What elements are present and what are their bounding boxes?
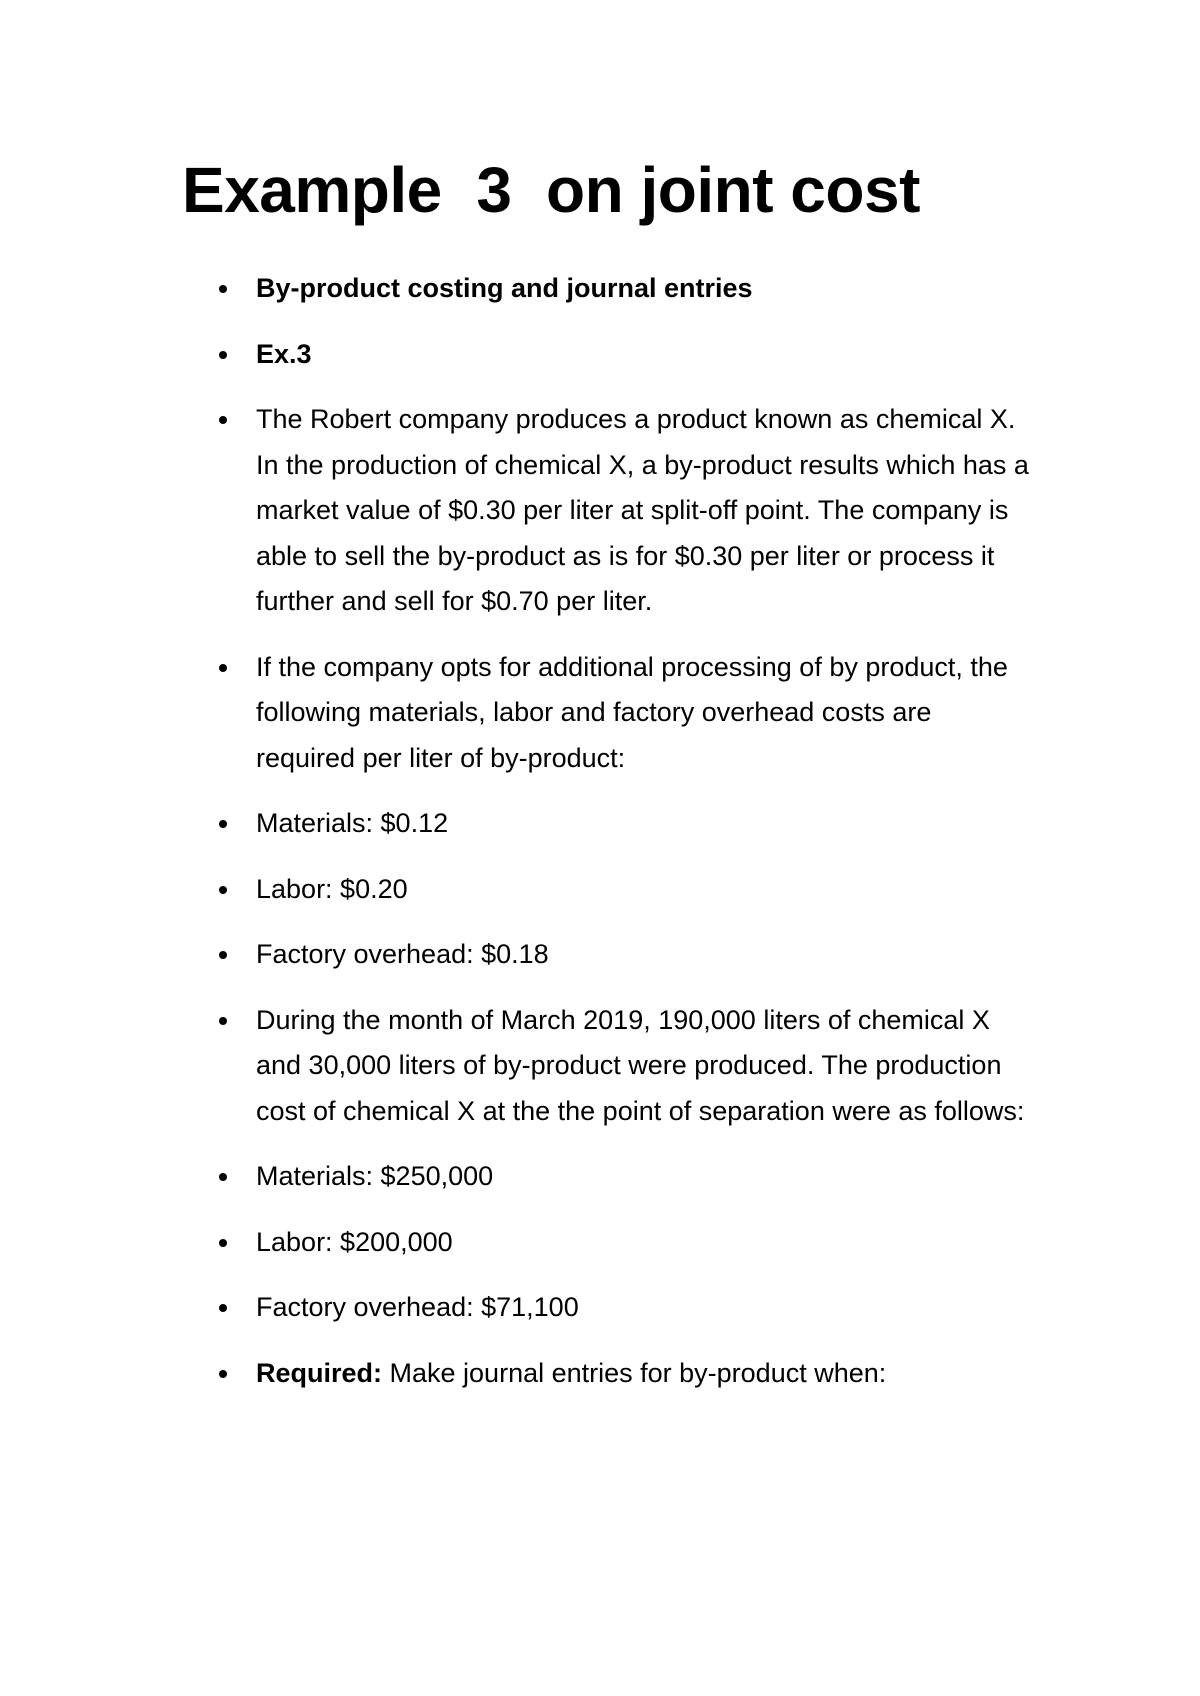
bullet-icon xyxy=(219,951,227,959)
bullet-icon xyxy=(219,1173,227,1181)
list-item-text: Factory overhead: $71,100 xyxy=(256,1292,579,1322)
bullet-icon xyxy=(219,416,227,424)
bullet-icon xyxy=(219,1239,227,1247)
list-item-bold-text: Ex.3 xyxy=(256,338,312,369)
list-item-text: Factory overhead: $0.18 xyxy=(256,939,549,969)
list-item-text: Labor: $200,000 xyxy=(256,1226,453,1257)
list-item xyxy=(214,397,1034,625)
list-item xyxy=(214,932,1034,978)
list-item-text: The Robert company produces a product known as chemical X. In the production of chemical X, a by-product results which has a market value of $0.30 per liter at split-off point. The company is able to sell the by-product as is for $0.30 per liter or process it further and sell for $0.70 per liter. xyxy=(256,404,1029,616)
list-item xyxy=(214,645,1034,782)
list-item xyxy=(214,1351,1034,1397)
bullet-icon xyxy=(219,820,227,828)
list-item xyxy=(214,867,1034,913)
list-item-text: Materials: $0.12 xyxy=(256,808,449,838)
list-item xyxy=(214,1154,1034,1200)
list-item-text: Labor: $0.20 xyxy=(256,873,408,904)
bullet-icon xyxy=(219,1370,227,1378)
list-item-text: Materials: $250,000 xyxy=(256,1161,494,1191)
bullet-icon xyxy=(219,1304,227,1312)
list-item-text: During the month of March 2019, 190,000 liters of chemical X and 30,000 liters of by-product were produced. The production cost of chemical X at the the point of separation were as follows: xyxy=(256,1004,1025,1126)
list-item-text: Make journal entries for by-product when: xyxy=(382,1357,887,1388)
list-item-text: If the company opts for additional processing of by product, the following materials, labor and factory overhead costs are required per liter of by-product: xyxy=(256,651,1008,773)
list-item xyxy=(214,1220,1034,1266)
list-item xyxy=(214,1285,1034,1331)
bullet-icon xyxy=(219,285,227,293)
bullet-icon xyxy=(219,664,227,672)
bullet-icon xyxy=(219,351,227,359)
list-item-bold-text: By-product costing and journal entries xyxy=(256,273,753,303)
list-item-bold-text: Required: xyxy=(256,1357,383,1388)
bullet-icon xyxy=(219,886,227,894)
list-item xyxy=(214,998,1034,1135)
bullet-icon xyxy=(219,1017,227,1025)
bullet-list xyxy=(214,266,1034,1416)
page-title: Example 3 on joint cost xyxy=(182,154,920,226)
list-item xyxy=(214,801,1034,847)
list-item xyxy=(214,266,1034,312)
list-item xyxy=(214,332,1034,378)
